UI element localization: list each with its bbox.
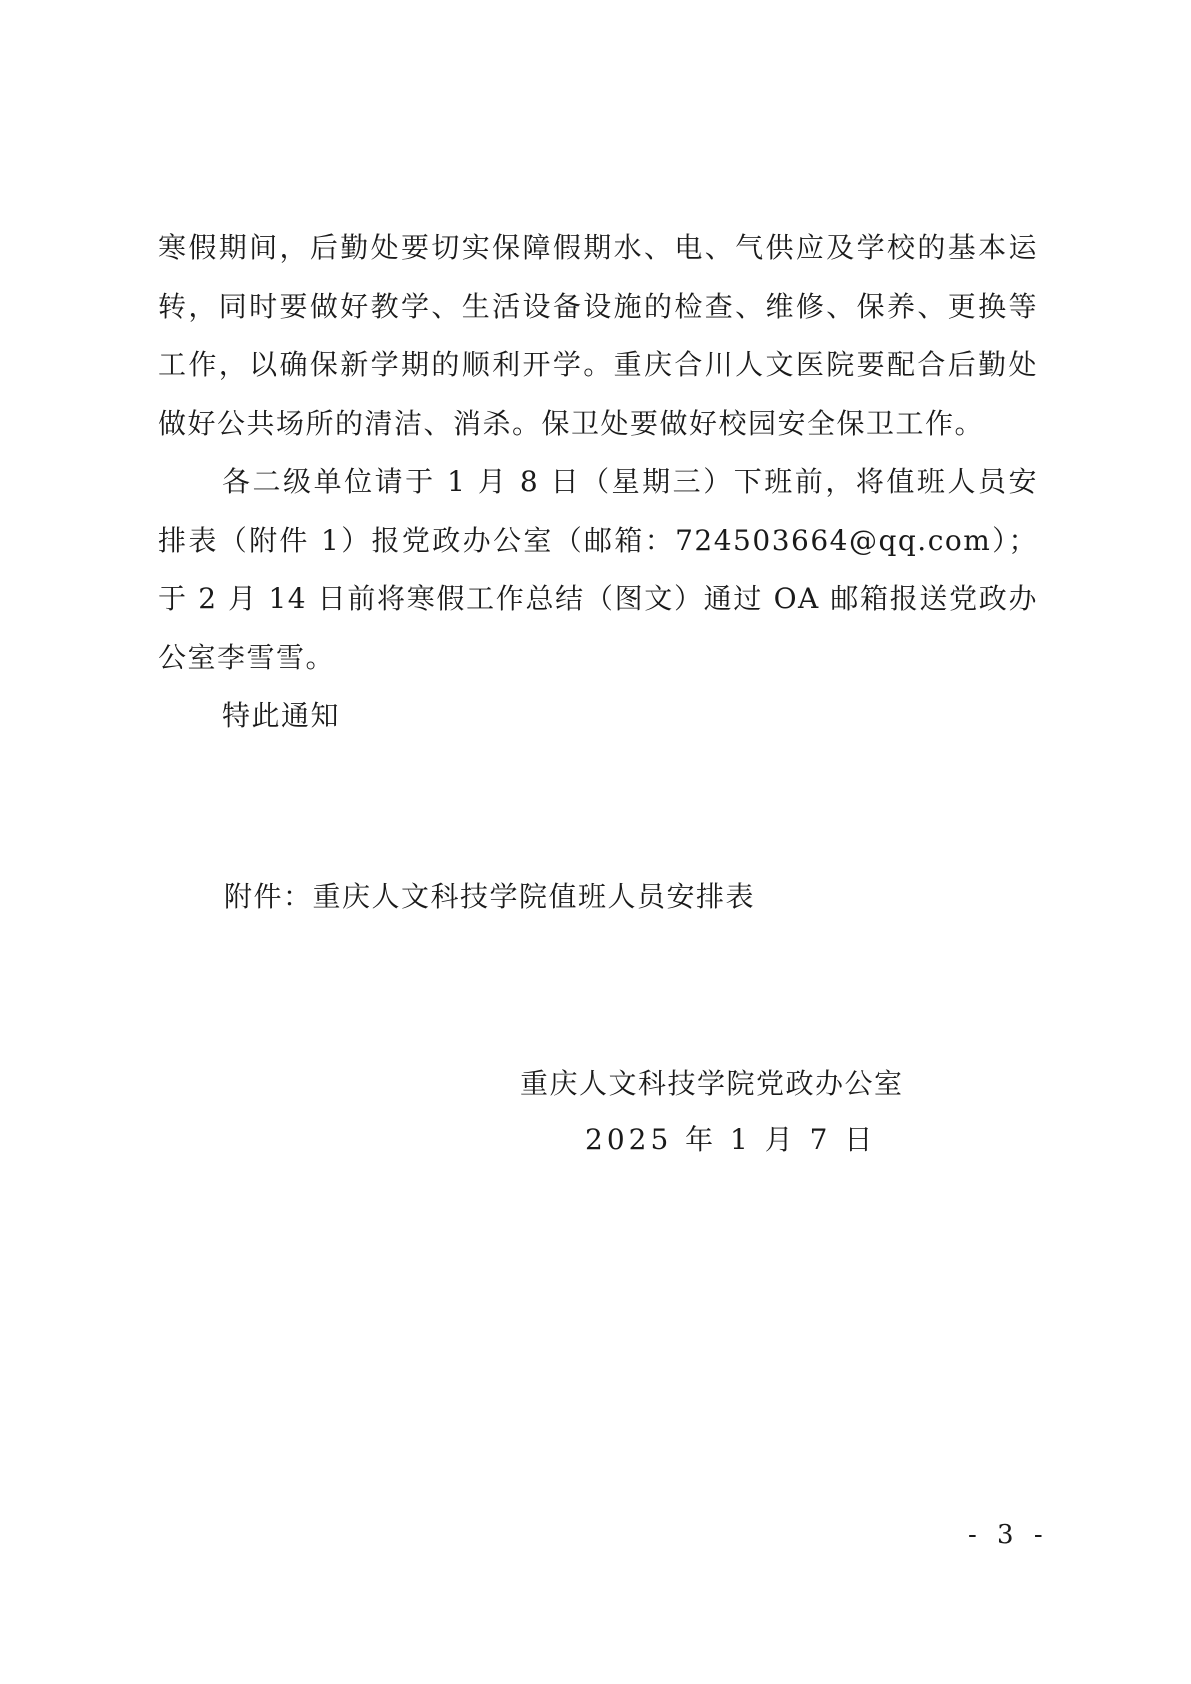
attachment-line: 附件：重庆人文科技学院值班人员安排表 bbox=[224, 880, 756, 913]
signature-office: 重庆人文科技学院党政办公室 bbox=[520, 1067, 904, 1100]
paragraph-logistics: 寒假期间，后勤处要切实保障假期水、电、气供应及学校的基本运转，同时要做好教学、生活设备设施的检查、维修、保养、更换等工作，以确保新学期的顺利开学。重庆合川人文医院要配合后勤处做好公共场所的清洁、消杀。保卫处要做好校园安全保卫工作。 bbox=[158, 231, 1038, 440]
page-number: - 3 - bbox=[968, 1520, 1049, 1550]
paragraph-closing: 特此通知 bbox=[222, 699, 341, 732]
signature-date: 2025 年 1 月 7 日 bbox=[585, 1123, 877, 1156]
notice-body bbox=[158, 219, 1038, 746]
paragraph-submission: 各二级单位请于 1 月 8 日（星期三）下班前，将值班人员安排表（附件 1）报党政办公室（邮箱：724503664@qq.com）；于 2 月 14 日前将寒假工作总结（图文）通过 OA 邮箱报送党政办公室李雪雪。 bbox=[158, 465, 1038, 674]
